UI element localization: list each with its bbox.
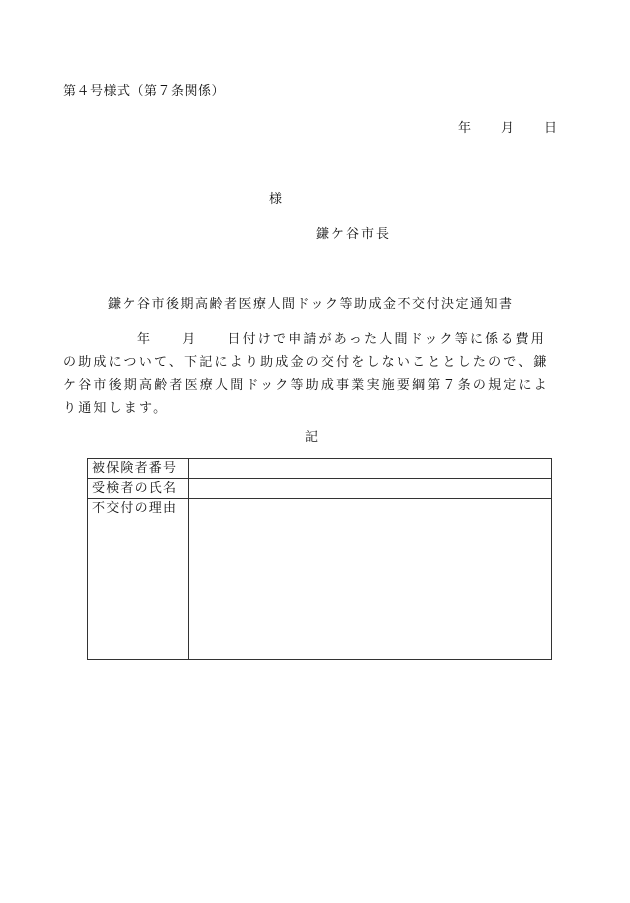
table-row (88, 459, 552, 479)
date-line (458, 117, 557, 136)
document-title: 鎌ケ谷市後期高齢者医療人間ドック等助成金不交付決定通知書 (108, 297, 514, 312)
body-paragraph (63, 328, 553, 420)
date-month-label: 月 (501, 121, 515, 136)
sender-name: 鎌ケ谷市長 (316, 227, 392, 242)
date-day-label: 日 (544, 121, 558, 136)
insured-number-label: 被保険者番号 (88, 459, 189, 479)
body-month-label: 月 (182, 332, 198, 347)
examinee-name-label: 受検者の氏名 (88, 479, 189, 499)
table-row (88, 479, 552, 499)
examinee-name-value (189, 479, 552, 499)
non-grant-reason-label: 不交付の理由 (88, 499, 189, 660)
ki-heading: 記 (305, 430, 319, 445)
addressee-suffix: 様 (269, 192, 283, 207)
details-table (87, 458, 552, 660)
insured-number-value (189, 459, 552, 479)
form-number: 第４号様式（第７条関係） (63, 84, 226, 99)
body-text: 日付けで申請があった人間ドック等に係る費用の助成について、下記により助成金の交付をしないこととしたので、鎌ケ谷市後期高齢者医療人間ドック等助成事業実施要綱第７条の規定により通知します。 (63, 332, 549, 416)
date-year-label: 年 (458, 121, 472, 136)
non-grant-reason-value (189, 499, 552, 660)
table-row (88, 499, 552, 660)
body-year-label: 年 (137, 332, 153, 347)
